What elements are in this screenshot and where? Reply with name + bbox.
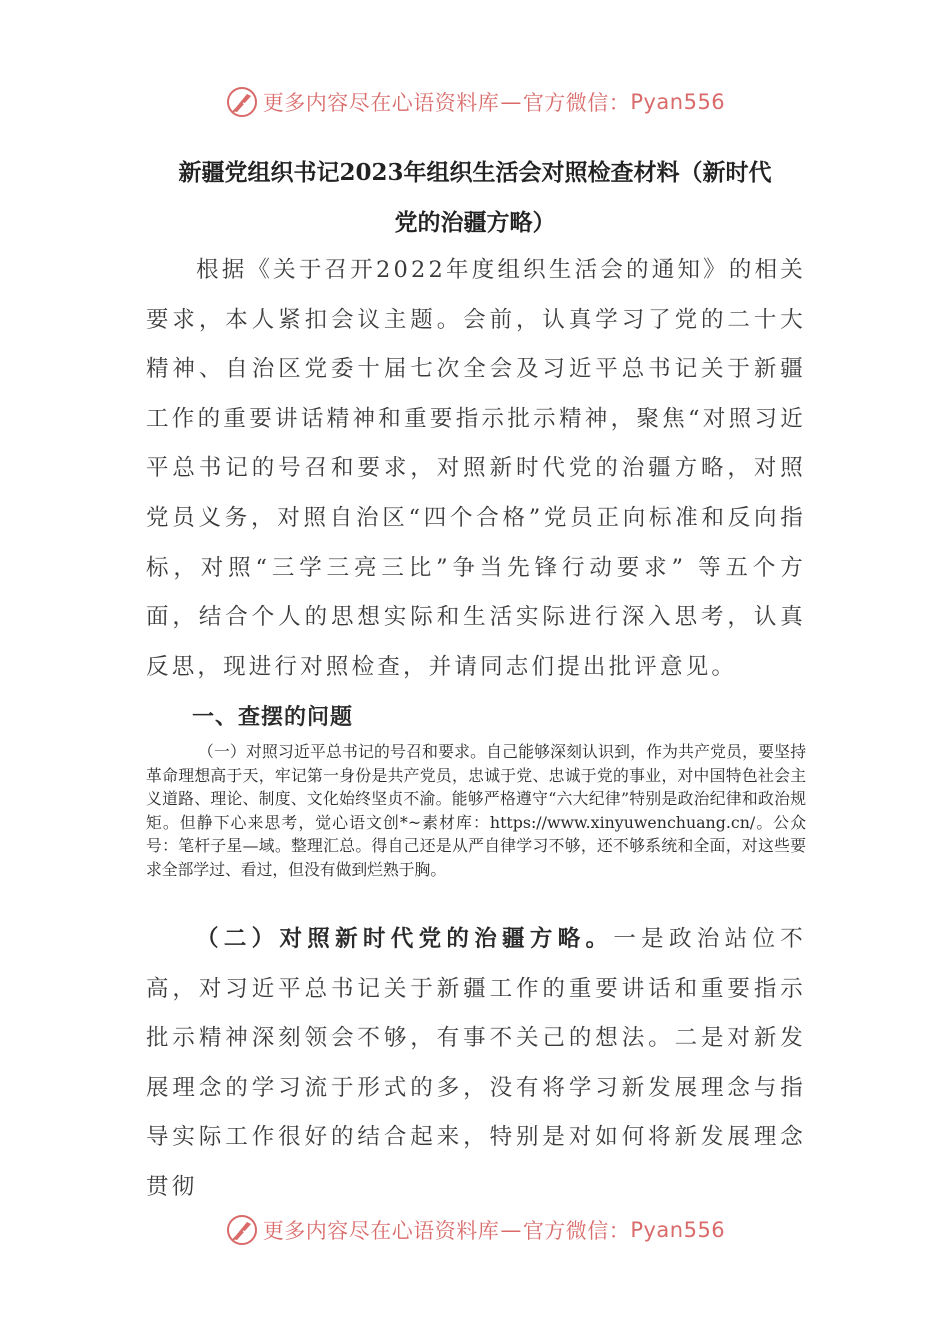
- intro-paragraph: 根据《关于召开2022年度组织生活会的通知》的相关要求，本人紧扣会议主题。会前，认真学习了党的二十大精神、自治区党委十届七次全会及习近平总书记关于新疆工作的重要讲话精神和重要指示批示精神，聚焦“对照习近平总书记的号召和要求，对照新时代党的治疆方略，对照党员义务，对照自治区“四个合格”党员正向标准和反向指标，对照“三学三亮三比”争当先锋行动要求” 等五个方面，结合个人的思想实际和生活实际进行深入思考，认真反思，现进行对照检查，并请同志们提出批评意见。: [146, 257, 806, 680]
- watermark-official: 官方微信：: [522, 1219, 631, 1243]
- watermark-text: 更多内容尽在心语资料库: [262, 1219, 500, 1243]
- item-1-paragraph: （一）对照习近平总书记的号召和要求。自己能够深刻认识到，作为共产党员，要坚持革命理想高于天，牢记第一身份是共产党员，忠诚于党、忠诚于党的事业，对中国特色社会主义道路、理论、制度、文化始终坚贞不渝。能够严格遵守“六大纪律”特别是政治纪律和政治规矩。但静下心来思考，觉心语文创*~素材库：https://www.xinyuwenchuang.cn/。公众号：笔杆子星—域。整理汇总。得自己还是从严自律学习不够，还不够系统和全面，对这些要求全部学过、看过，但没有做到烂熟于胸。: [146, 742, 806, 879]
- watermark-official: 官方微信：: [522, 91, 631, 115]
- section-heading-problems: 一、查摆的问题: [192, 704, 354, 730]
- quill-pen-logo-icon: [225, 1213, 259, 1247]
- watermark-separator: —: [500, 90, 522, 114]
- item-2-lead: （二）对照新时代党的治疆方略。: [196, 926, 614, 952]
- document-title-line-1: 新疆党组织书记2023年组织生活会对照检查材料（新时代: [178, 159, 772, 186]
- watermark-separator: —: [500, 1218, 522, 1242]
- watermark-banner-bottom: [0, 1210, 950, 1250]
- watermark-wechat-id: Pyan556: [630, 90, 726, 114]
- item-2-paragraph: [146, 915, 806, 1213]
- document-title-line-2: 党的治疆方略）: [394, 209, 556, 236]
- watermark-text: 更多内容尽在心语资料库: [262, 91, 500, 115]
- watermark-banner-top: [0, 82, 950, 122]
- watermark-wechat-id: Pyan556: [630, 1218, 726, 1242]
- quill-pen-logo-icon: [225, 85, 259, 119]
- item-2-body: 一是政治站位不高，对习近平总书记关于新疆工作的重要讲话和重要指示批示精神深刻领会不够，有事不关己的想法。二是对新发展理念的学习流于形式的多，没有将学习新发展理念与指导实际工作很好的结合起来，特别是对如何将新发展理念贯彻: [146, 926, 806, 1200]
